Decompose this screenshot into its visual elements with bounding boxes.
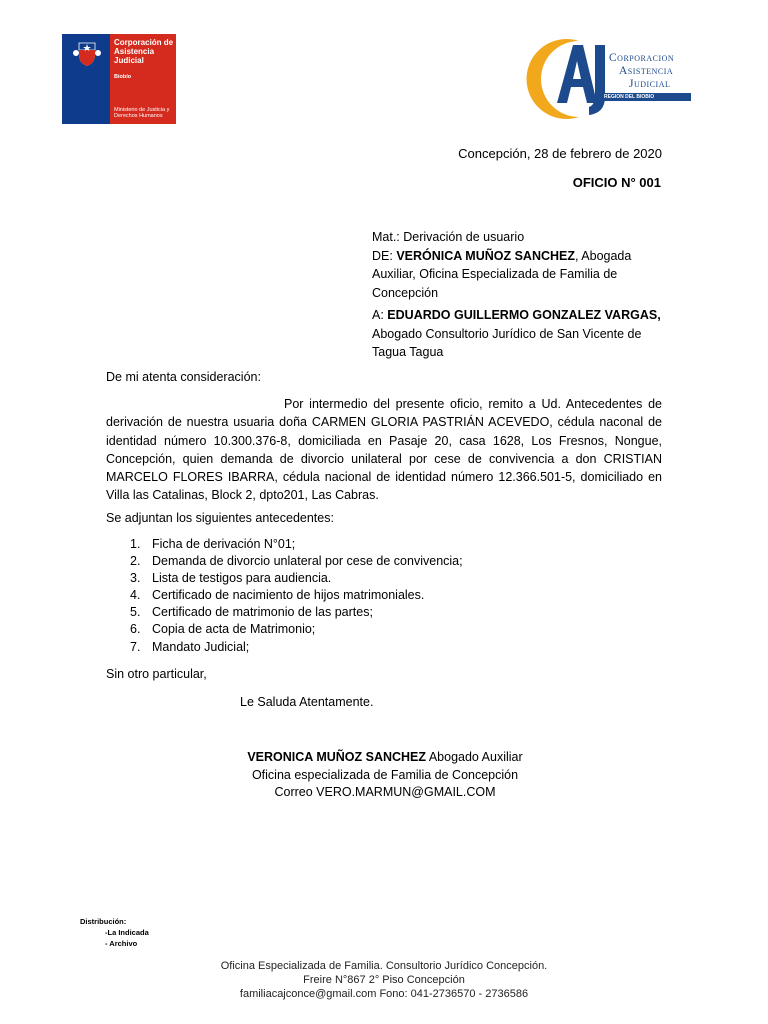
list-item: 6. Copia de acta de Matrimonio; <box>130 622 316 637</box>
sender-role: , Abogada Auxiliar, Oficina Especializada de Familia de Concepción <box>372 248 632 300</box>
page-footer <box>160 959 608 1001</box>
oficio-number: OFICIO N° 001 <box>572 175 661 190</box>
footer-contact: familiacajconce@gmail.com Fono: 041-2736570 - 2736586 <box>239 988 529 1000</box>
signature-block <box>200 749 570 802</box>
attachments-list <box>130 536 463 656</box>
signature-office: Oficina especializada de Familia de Concepción <box>251 767 519 782</box>
list-item: 2. Demanda de divorcio unlateral por cese de convivencia; <box>130 554 463 569</box>
caj-logo <box>517 35 693 123</box>
caj-emblem-icon <box>517 35 613 123</box>
materia-block <box>372 228 662 302</box>
distribution-item: -La Indicada <box>105 928 149 937</box>
recipient-name: EDUARDO GUILLERMO GONZALEZ VARGAS, <box>387 308 661 322</box>
recipient-block <box>372 306 662 362</box>
logo-title: Corporación de Asistencia Judicial <box>114 38 174 65</box>
list-item: 4. Certificado de nacimiento de hijos matrimoniales. <box>130 588 425 603</box>
cajbiobio-logo <box>62 34 176 124</box>
signature-role: Abogado Auxiliar <box>426 750 523 764</box>
coat-of-arms-icon <box>70 39 104 69</box>
signature-email: Correo VERO.MARMUN@GMAIL.COM <box>274 785 496 799</box>
list-item: 7. Mandato Judicial; <box>130 639 250 654</box>
logo-region: Biobío <box>114 74 132 80</box>
recipient-line: A: EDUARDO GUILLERMO GONZALEZ VARGAS, <box>372 308 661 322</box>
footer-office: Oficina Especializada de Familia. Consultorio Jurídico Concepción. <box>220 960 548 972</box>
distribution-block <box>80 916 149 949</box>
signature-name-line <box>200 749 570 767</box>
body-paragraph: Por intermedio del presente oficio, remito a Ud. Antecedentes de derivación de nuestra usuaria doña CARMEN GLORIA PASTRIÁN ACEVEDO, cédula naconal de identidad número 10.300.376-8, domiciliada en Pasaje 20, casa 1628, Los Fresnos, Nongue, Concepción, quien demanda de divorcio unilateral por cese de convivencia a don CRISTIAN MARCELO FLORES IBARRA, cédula nacional de identidad número 12.366.501-5, domiciliado en Villa las Catalinas, Block 2, dpto201, Las Cabras. <box>106 397 662 503</box>
materia-line: Mat.: Derivación de usuario <box>372 230 525 244</box>
list-item: 3. Lista de testigos para audiencia. <box>130 571 332 586</box>
sender-name: VERÓNICA MUÑOZ SANCHEZ <box>396 248 576 263</box>
logo-ministry: Ministerio de Justicia y Derechos Humanos <box>114 107 170 119</box>
closing-text: Sin otro particular, <box>106 667 207 681</box>
distribution-label: Distribución: <box>80 917 127 926</box>
recipient-role: Abogado Consultorio Jurídico de San Vicente de Tagua Tagua <box>372 326 642 359</box>
sender-line: DE: VERÓNICA MUÑOZ SANCHEZ, Abogada Auxiliar, Oficina Especializada de Familia de Concepción <box>372 248 632 300</box>
list-item: 5. Certificado de matrimonio de las partes; <box>130 605 373 620</box>
signature-name: VERONICA MUÑOZ SANCHEZ <box>247 750 427 764</box>
caj-logo-region: REGION DEL BIOBIO <box>601 93 691 101</box>
letter-date: Concepción, 28 de febrero de 2020 <box>458 146 662 161</box>
saluda-text: Le Saluda Atentamente. <box>240 695 374 709</box>
list-item: 1. Ficha de derivación N°01; <box>130 537 296 551</box>
caj-logo-text: Corporacion Asistencia Judicial <box>609 52 675 90</box>
attachments-intro: Se adjuntan los siguientes antecedentes: <box>106 511 334 525</box>
distribution-item: - Archivo <box>105 939 138 948</box>
footer-address: Freire N°867 2° Piso Concepción <box>303 974 465 986</box>
greeting: De mi atenta consideración: <box>106 370 261 384</box>
